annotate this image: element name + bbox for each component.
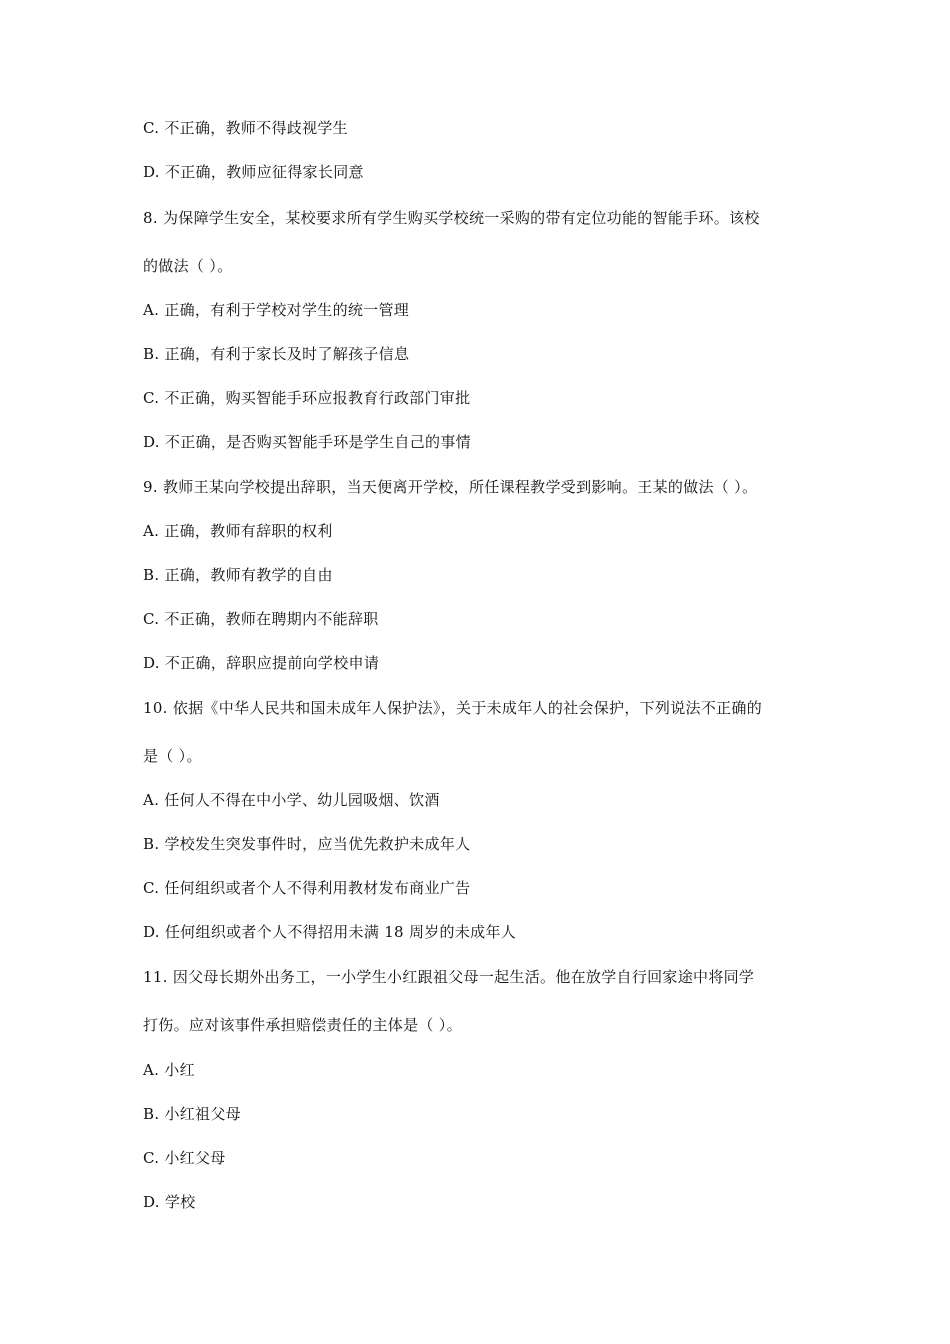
q10-stem-line1: 10. 依据《中华人民共和国未成年人保护法》，关于未成年人的社会保护，下列说法不正确的 xyxy=(143,699,763,717)
q7-option-d: D. 不正确，教师应征得家长同意 xyxy=(143,163,364,181)
q11-option-d: D. 学校 xyxy=(143,1193,196,1211)
q10-option-c: C. 任何组织或者个人不得利用教材发布商业广告 xyxy=(143,879,471,897)
q10-option-d: D. 任何组织或者个人不得招用未满 18 周岁的未成年人 xyxy=(143,923,517,941)
q8-option-c: C. 不正确，购买智能手环应报教育行政部门审批 xyxy=(143,389,471,407)
q8-stem-line1: 8. 为保障学生安全，某校要求所有学生购买学校统一采购的带有定位功能的智能手环。该校 xyxy=(143,209,760,227)
q11-option-a: A. 小红 xyxy=(143,1061,195,1079)
q8-option-a: A. 正确，有利于学校对学生的统一管理 xyxy=(143,301,410,319)
q8-stem-line2: 的做法（ ）。 xyxy=(143,257,233,275)
q8-option-b: B. 正确，有利于家长及时了解孩子信息 xyxy=(143,345,410,363)
q9-option-b: B. 正确，教师有教学的自由 xyxy=(143,566,333,584)
q11-stem-line2: 打伤。应对该事件承担赔偿责任的主体是（ ）。 xyxy=(143,1016,462,1034)
q11-option-c: C. 小红父母 xyxy=(143,1149,226,1167)
q9-stem-line1: 9. 教师王某向学校提出辞职，当天便离开学校，所任课程教学受到影响。王某的做法（ ）。 xyxy=(143,478,758,496)
q9-option-a: A. 正确，教师有辞职的权利 xyxy=(143,522,333,540)
q11-stem-line1: 11. 因父母长期外出务工，一小学生小红跟祖父母一起生活。他在放学自行回家途中将同学 xyxy=(143,968,755,986)
q10-option-a: A. 任何人不得在中小学、幼儿园吸烟、饮酒 xyxy=(143,791,440,809)
q7-option-c: C. 不正确，教师不得歧视学生 xyxy=(143,119,348,137)
q10-option-b: B. 学校发生突发事件时，应当优先救护未成年人 xyxy=(143,835,471,853)
q9-option-c: C. 不正确，教师在聘期内不能辞职 xyxy=(143,610,379,628)
q9-option-d: D. 不正确，辞职应提前向学校申请 xyxy=(143,654,380,672)
q8-option-d: D. 不正确，是否购买智能手环是学生自己的事情 xyxy=(143,433,471,451)
q11-option-b: B. 小红祖父母 xyxy=(143,1105,241,1123)
q10-stem-line2: 是（ ）。 xyxy=(143,747,202,765)
